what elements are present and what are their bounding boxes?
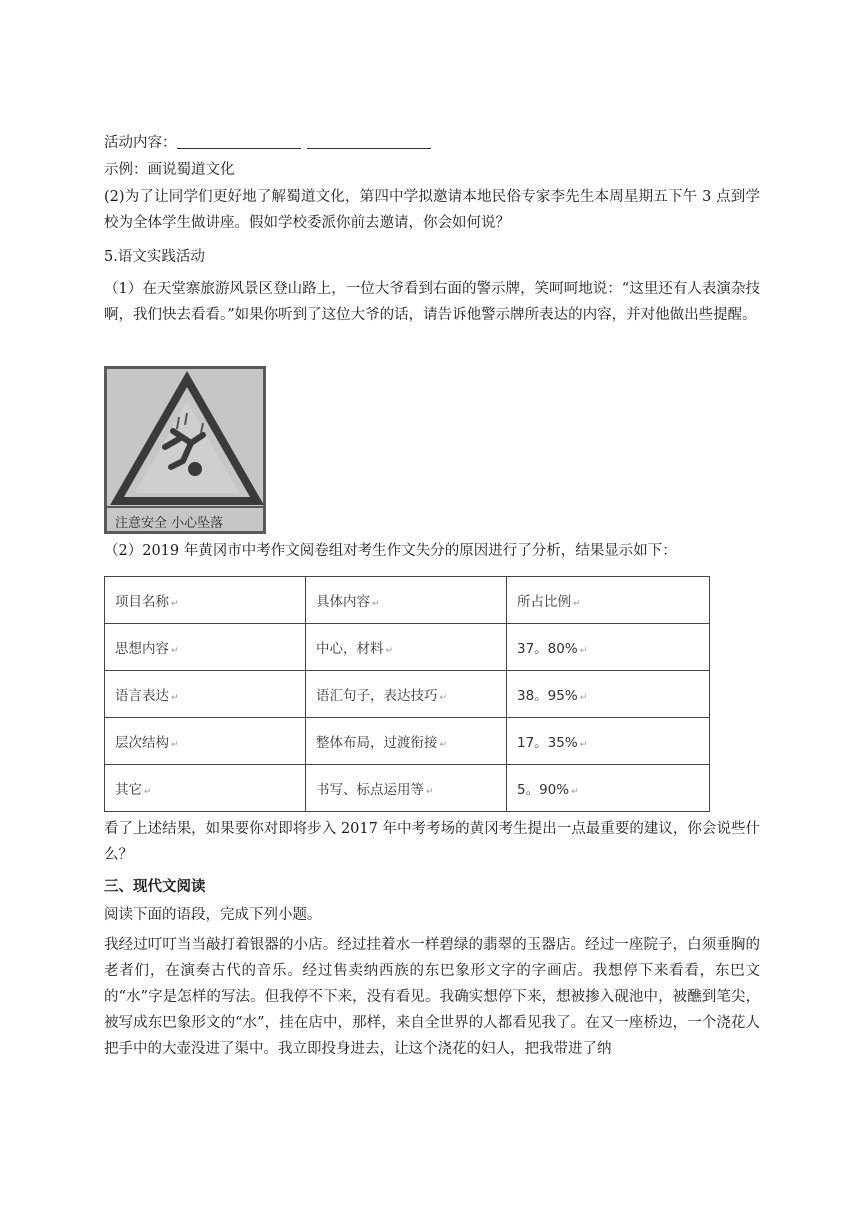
warning-sign-image: [104, 366, 266, 534]
table-cell: 其它: [115, 782, 142, 798]
table-row: 其它 ↵ 书写、标点运用等 ↵ 5。90% ↵: [105, 765, 710, 812]
reading-instruction: 阅读下面的语段，完成下列小题。: [104, 907, 322, 923]
table-cell: 层次结构: [115, 735, 169, 751]
activity-label: 活动内容：: [104, 135, 177, 151]
table-cell: 书写、标点运用等: [316, 782, 424, 798]
sign-caption: 注意安全 小心坠落: [115, 516, 224, 531]
example-line: 示例：画说蜀道文化: [104, 162, 235, 178]
table-cell: 语汇句子，表达技巧: [316, 688, 438, 704]
table-header-cell: 具体内容: [316, 594, 370, 610]
section-3-title: 三、现代文阅读: [104, 879, 206, 895]
question-5-1-text: （1）在天堂寨旅游风景区登山路上，一位大爷看到右面的警示牌，笑呵呵地说：“这里还有人表演杂技啊，我们快去看看。”如果你听到了这位大爷的话，请告诉他警示牌所表达的内容，并对他做出些提醒。: [104, 281, 760, 323]
table-header-cell: 所占比例: [517, 594, 571, 610]
section-5-title: 5.语文实践活动: [104, 249, 205, 265]
table-cell: 语言表达: [115, 688, 169, 704]
table-cell: 整体布局，过渡衔接: [316, 735, 438, 751]
table-cell: 思想内容: [115, 641, 169, 657]
table-cell: 37。80%: [517, 641, 578, 657]
question-5-2-text: （2）2019 年黄冈市中考作文阅卷组对考生作文失分的原因进行了分析，结果显示如下：: [104, 543, 677, 559]
after-table-question: 看了上述结果，如果要你对即将步入 2017 年中考考场的黄冈考生提出一点最重要的建议，你会说些什么？: [104, 821, 760, 863]
table-row: 思想内容 ↵ 中心，材料 ↵ 37。80% ↵: [105, 624, 710, 671]
table-row: 语言表达 ↵ 语汇句子，表达技巧 ↵ 38。95% ↵: [105, 671, 710, 718]
answer-blank-2[interactable]: [307, 134, 431, 149]
falling-person-warning-icon: [107, 369, 263, 531]
table-cell: 中心，材料: [316, 641, 384, 657]
table-cell: 5。90%: [517, 782, 570, 798]
table-cell: 38。95%: [517, 688, 578, 704]
table-cell: 17。35%: [517, 735, 578, 751]
stats-table: [104, 576, 710, 812]
table-header-cell: 项目名称: [115, 594, 169, 610]
answer-blank-1[interactable]: [177, 134, 301, 149]
question-2-text: (2)为了让同学们更好地了解蜀道文化，第四中学拟邀请本地民俗专家李先生本周星期五下午 3 点到学校为全体学生做讲座。假如学校委派你前去邀请，你会如何说？: [104, 189, 760, 231]
reading-passage: 我经过叮叮当当敲打着银器的小店。经过挂着水一样碧绿的翡翠的玉器店。经过一座院子，白须垂胸的老者们，在演奏古代的音乐。经过售卖纳西族的东巴象形文字的字画店。我想停下来看看，东巴文的“水”字是怎样的写法。但我停不下来，没有看见。我确实想停下来，想被掺入砚池中，被醮到笔尖，被写成东巴象形文的“水”，挂在店中，那样，来自全世界的人都看见我了。在又一座桥边，一个浇花人把手中的大壶没进了渠中。我立即投身进去，让这个浇花的妇人，把我带进了纳: [104, 937, 760, 1057]
table-header-row: 项目名称 ↵ 具体内容 ↵ 所占比例 ↵: [105, 577, 710, 624]
activity-content-line: [104, 130, 760, 156]
table-row: 层次结构 ↵ 整体布局，过渡衔接 ↵ 17。35% ↵: [105, 718, 710, 765]
